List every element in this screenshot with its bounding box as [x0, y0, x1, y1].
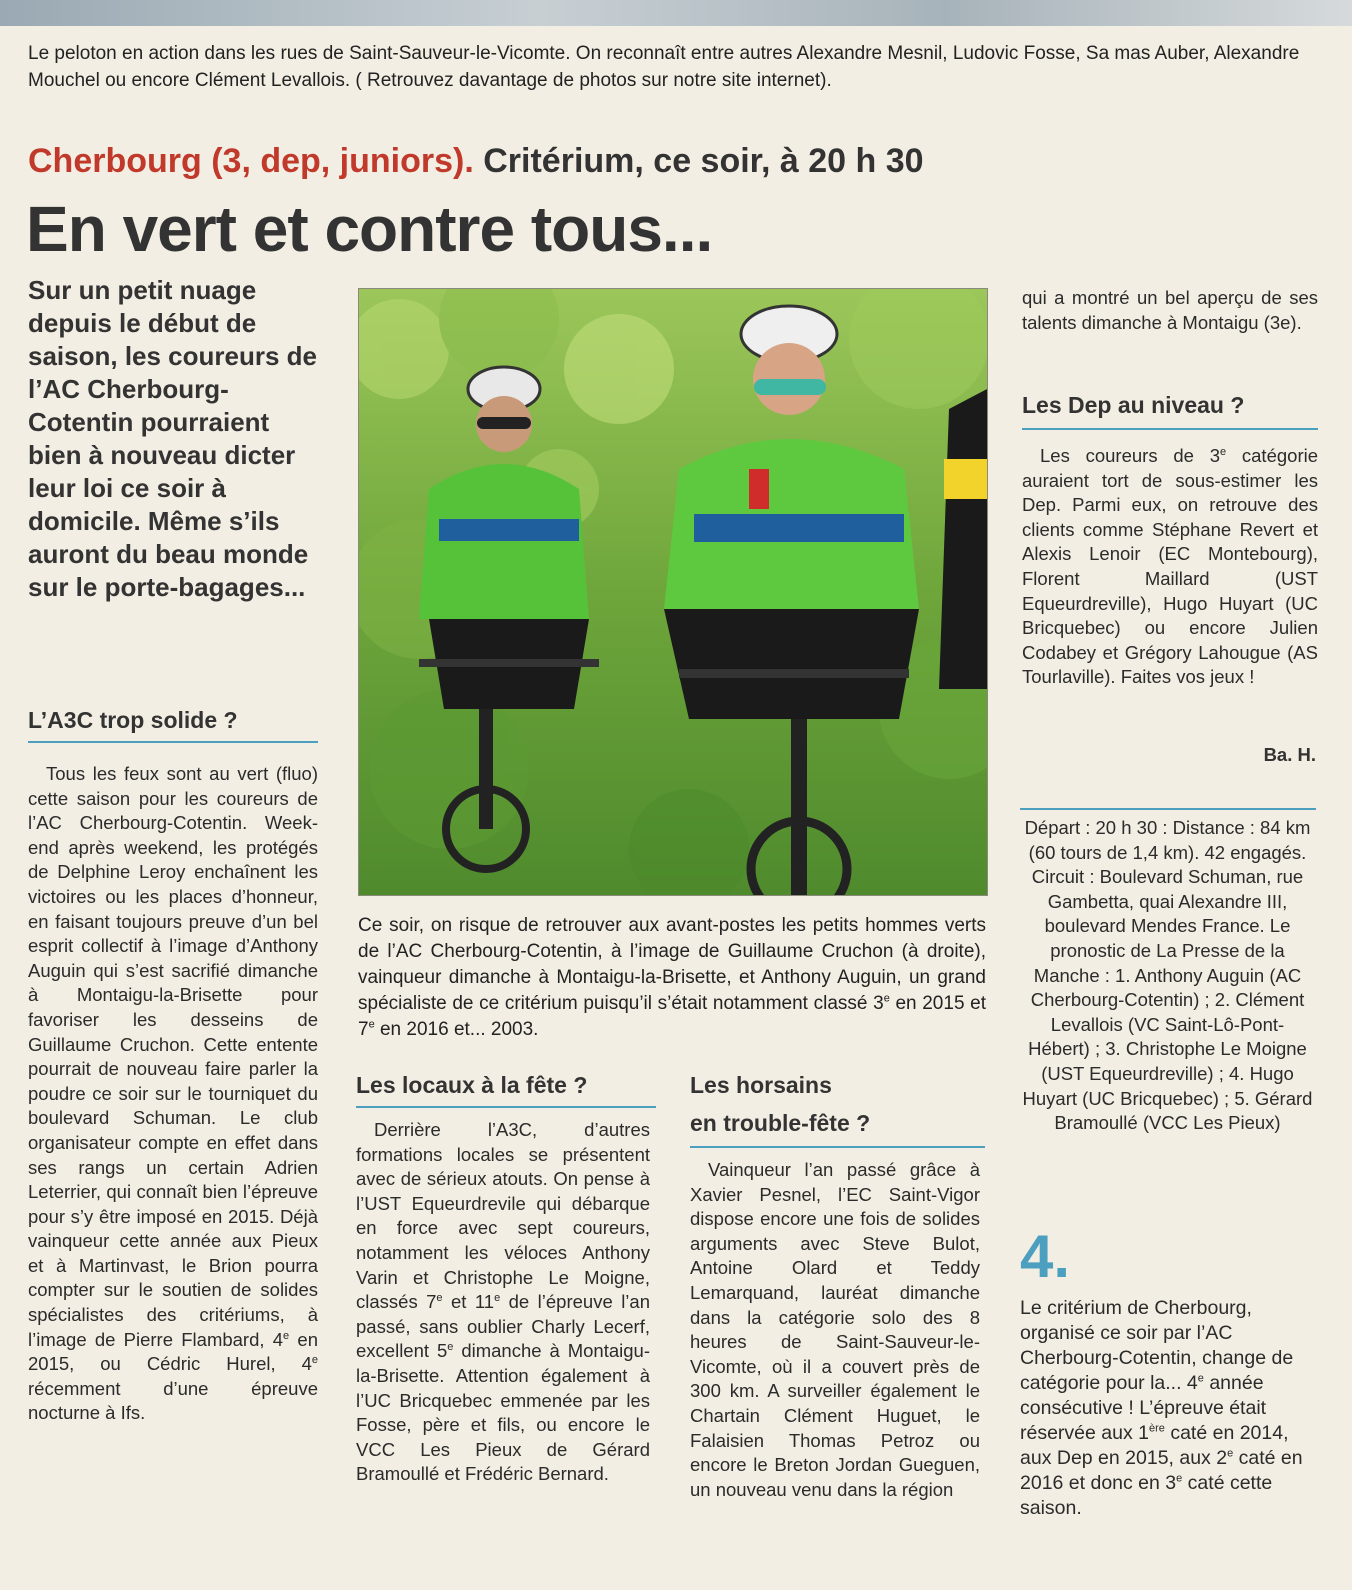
cyclists-photo: [358, 288, 988, 896]
section1-title: L’A3C trop solide ?: [28, 707, 238, 733]
cyclists-illustration: [359, 289, 987, 895]
infobox-rule: [1020, 808, 1316, 810]
kicker-place: Cherbourg (3, dep, juniors).: [28, 142, 474, 180]
key-number-text: Le critérium de Cherbourg, organisé ce soir par l’AC Cherbourg-Cotentin, change de catégorie pour la... 4e année consécutive ! L’épreuve était réservée aux 1ère caté en 2014, aux Dep en 2015, aux 2e caté en 2016 et donc en 3e caté cette saison.: [1020, 1297, 1303, 1519]
author-signature: Ba. H.: [1263, 744, 1316, 765]
section3-title: Les horsains en trouble-fête ?: [690, 1072, 871, 1136]
top-photo-caption: Le peloton en action dans les rues de Saint-Sauveur-le-Vicomte. On reconnaît entre autres Alexandre Mesnil, Ludovic Fosse, Sa mas Auber, Alexandre Mouchel ou encore Clément Levallois. ( Retrouvez davantage de photos sur notre site internet).: [28, 43, 1300, 91]
section1-rule: [28, 741, 318, 743]
section1-body: Tous les feux sont au vert (fluo) cette saison pour les coureurs de l’AC Cherbourg-Cotentin. Week-end après weekend, les protégés de Delphine Leroy enchaînent les victoires ou les places d’honneur, en faisant toujours preuve d’un bel esprit collectif à l’image d’Anthony Auguin qui s’est sacrifié dimanche à Montaigu-la-Brisette pour favoriser les desseins de Guillaume Cruchon. Cette entente pourrait de nouveau faire parler la poudre ce soir sur le tourniquet du boulevard Schuman. Le club organisateur compte en effet dans ses rangs un certain Adrien Leterrier, qui connaît bien l’épreuve pour s’y être imposé en 2015. Déjà vainqueur cette année aux Pieux et à Martinvast, le Brion pourra compter sur le soutien de solides spécialistes des critériums, à l’image de Pierre Flambard, 4e en 2015, ou Cédric Hurel, 4e récemment d’une épreuve nocturne à Ifs.: [28, 763, 318, 1424]
article-kicker: [28, 140, 924, 182]
section2-body: Derrière l’A3C, d’autres formations locales se présentent avec de sérieux atouts. On pense à l’UST Equeurdrevile qui débarque en force avec sept coureurs, notamment les véloces Anthony Varin et Christophe Le Moigne, classés 7e et 11e de l’épreuve l’an passé, sans oublier Charly Lecerf, excellent 5e dimanche à Montaigu-la-Brisette. Attention également à l’UC Bricquebec emmenée par les Fosse, père et fils, ou encore le VCC Les Pieux de Gérard Bramoullé et Frédéric Bernard.: [356, 1119, 650, 1485]
kicker-event: Critérium, ce soir, à 20 h 30: [483, 142, 924, 180]
section2-rule: [356, 1106, 656, 1108]
key-number: 4.: [1020, 1223, 1071, 1290]
lead-text: Sur un petit nuage depuis le début de saison, les coureurs de l’AC Cherbourg-Cotentin pourraient bien à nouveau dicter leur loi ce soir à domicile. Même s’ils auront du beau monde sur le porte-bagages...: [28, 275, 318, 602]
section3-body: Vainqueur l’an passé grâce à Xavier Pesnel, l’EC Saint-Vigor dispose encore une fois de solides arguments avec Steve Bulot, Antoine Olard et Teddy Lemarquand, lauréat dimanche dans la catégorie solo des 8 heures de Saint-Sauveur-le-Vicomte, où il a couvert près de 300 km. A surveiller également le Chartain Clément Huguet, le Falaisien Thomas Petroz ou encore le Breton Jordan Gueguen, un nouveau venu dans la région: [690, 1159, 980, 1500]
section3-rule: [690, 1146, 985, 1148]
section4-title: Les Dep au niveau ?: [1022, 392, 1245, 418]
article-lead: [28, 274, 328, 604]
section4-body: Les coureurs de 3e catégorie auraient tort de sous-estimer les Dep. Parmi eux, on retrouve des clients comme Stéphane Revert et Alexis Lenoir (EC Montebourg), Florent Maillard (UST Equeurdreville), Hugo Huyart (UC Bricquebec) ou encore Julien Codabey et Grégory Lahougue (AS Tourlaville). Faites vos jeux !: [1022, 445, 1319, 688]
photo-caption: Ce soir, on risque de retrouver aux avant-postes les petits hommes verts de l’AC Cherbourg-Cotentin, à l’image de Guillaume Cruchon (à droite), vainqueur dimanche à Montaigu-la-Brisette, et Anthony Auguin, un grand spécialiste de ce critérium puisqu’il s’était notamment classé 3e en 2015 et 7e en 2016 et... 2003.: [358, 915, 986, 1040]
race-info-box: Départ : 20 h 30 : Distance : 84 km (60 tours de 1,4 km). 42 engagés. Circuit : Boulevard Schuman, rue Gambetta, quai Alexandre III, boulevard Mendes France. Le pronostic de La Presse de la Manche : 1. Anthony Auguin (AC Cherbourg-Cotentin) ; 2. Clément Levallois (VC Saint-Lô-Pont-Hébert) ; 3. Christophe Le Moigne (UST Equeurdreville) ; 4. Hugo Huyart (UC Bricquebec) ; 5. Gérard Bramoullé (VCC Les Pieux): [1022, 817, 1313, 1134]
article-headline: En vert et contre tous...: [26, 193, 713, 265]
top-photo-strip: [0, 0, 1352, 26]
section3-continuation: qui a montré un bel aperçu de ses talents dimanche à Montaigu (3e).: [1022, 287, 1318, 333]
section4-rule: [1022, 428, 1318, 430]
section2-title: Les locaux à la fête ?: [356, 1072, 588, 1098]
